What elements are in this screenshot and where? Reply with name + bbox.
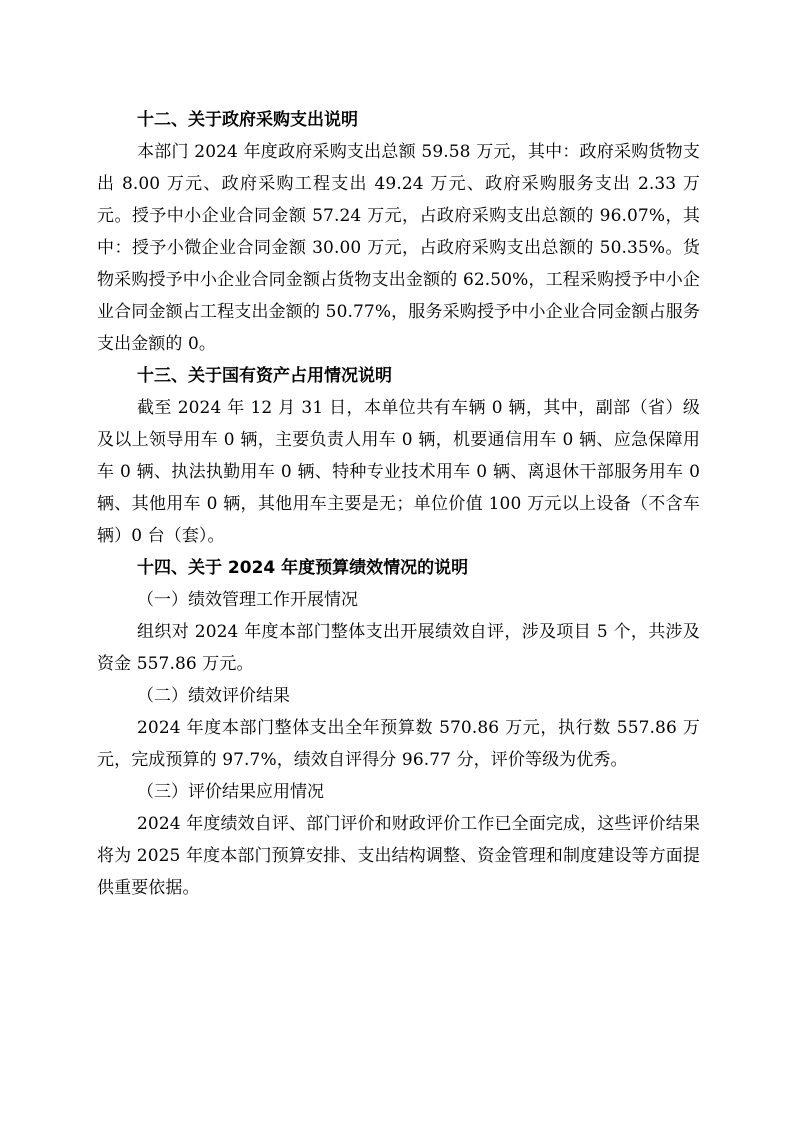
subheading-application: （三）评价结果应用情况	[137, 782, 324, 802]
subheading-management: （一）绩效管理工作开展情况	[137, 590, 358, 610]
paragraph-management: 组织对 2024 年度本部门整体支出开展绩效自评，涉及项目 5 个，共涉及资金 557.86 万元。	[97, 622, 700, 674]
section-heading-state-assets: 十三、关于国有资产占用情况说明	[137, 366, 392, 386]
paragraph-results: 2024 年度本部门整体支出全年预算数 570.86 万元，执行数 557.86 万元，完成预算的 97.7%，绩效自评得分 96.77 分，评价等级为优秀。	[97, 718, 700, 770]
document-page	[97, 104, 700, 904]
paragraph-application: 2024 年度绩效自评、部门评价和财政评价工作已全面完成，这些评价结果将为 2025 年度本部门预算安排、支出结构调整、资金管理和制度建设等方面提供重要依据。	[97, 814, 700, 898]
paragraph-state-assets: 截至 2024 年 12 月 31 日，本单位共有车辆 0 辆，其中，副部（省）级及以上领导用车 0 辆，主要负责人用车 0 辆，机要通信用车 0 辆、应急保障用车 0 辆、执法执勤用车 0 辆、特种专业技术用车 0 辆、离退休干部服务用车 0 辆、其他用车 0 辆，其他用车主要是无；单位价值 100 万元以上设备（不含车辆）0 台（套）。	[97, 398, 700, 546]
section-heading-procurement: 十二、关于政府采购支出说明	[137, 110, 358, 130]
section-state-assets	[97, 360, 700, 552]
section-performance	[97, 552, 700, 904]
section-heading-performance: 十四、关于 2024 年度预算绩效情况的说明	[137, 558, 469, 578]
section-procurement	[97, 104, 700, 360]
subheading-results: （二）绩效评价结果	[137, 686, 290, 706]
paragraph-procurement: 本部门 2024 年度政府采购支出总额 59.58 万元，其中：政府采购货物支出 8.00 万元、政府采购工程支出 49.24 万元、政府采购服务支出 2.33 万元。授予中小企业合同金额 57.24 万元，占政府采购支出总额的 96.07%，其中：授予小微企业合同金额 30.00 万元，占政府采购支出总额的 50.35%。货物采购授予中小企业合同金额占货物支出金额的 62.50%，工程采购授予中小企业合同金额占工程支出金额的 50.77%，服务采购授予中小企业合同金额占服务支出金额的 0。	[97, 142, 700, 354]
